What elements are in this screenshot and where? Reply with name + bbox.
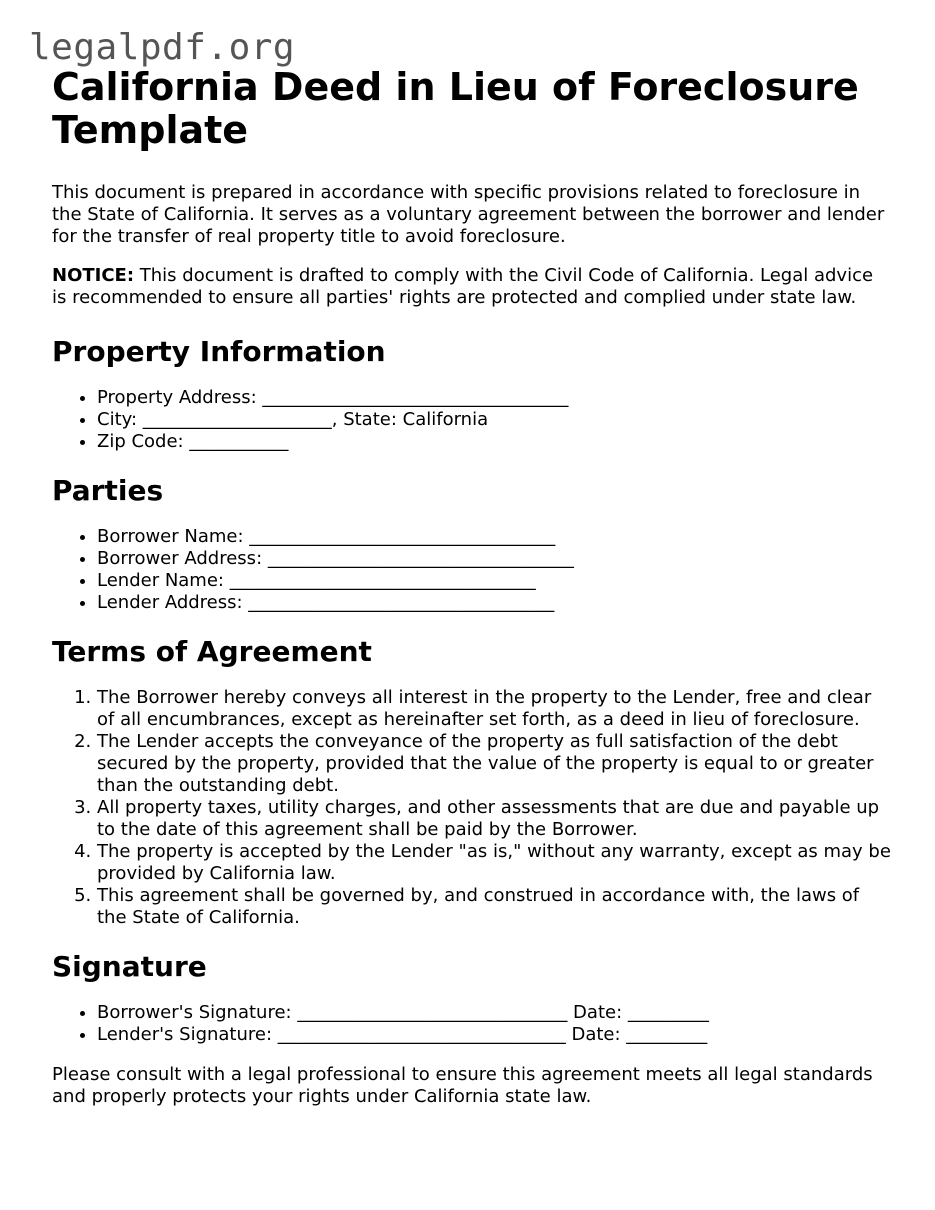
closing-paragraph: Please consult with a legal professional to ensure this agreement meets all legal standards and properly protects your rights under California state law. xyxy=(52,1064,873,1107)
city-state-field: • City: _____________________, State: California xyxy=(97,409,892,431)
parties-list xyxy=(52,526,892,614)
notice-text: This document is drafted to comply with the Civil Code of California. Legal advice is recommended to ensure all parties' rights are protected and complied under state law. xyxy=(52,265,874,308)
term-item: 2. The Lender accepts the conveyance of the property as full satisfaction of the debt secured by the property, provided that the value of the property is equal to or greater than the outstanding debt. xyxy=(97,731,892,797)
zip-code-field: • Zip Code: ___________ xyxy=(97,431,892,453)
property-heading: Property Information xyxy=(52,335,386,368)
borrower-signature-field: • Borrower's Signature: ______________________________ Date: _________ xyxy=(97,1002,892,1024)
page-title: California Deed in Lieu of Foreclosure Template xyxy=(52,65,859,152)
notice-paragraph xyxy=(52,265,892,309)
lender-name-field: • Lender Name: __________________________________ xyxy=(97,570,892,592)
terms-heading: Terms of Agreement xyxy=(52,635,372,668)
notice-label: NOTICE: xyxy=(52,265,135,286)
term-item: 1. The Borrower hereby conveys all interest in the property to the Lender, free and clear of all encumbrances, except as hereinafter set forth, as a deed in lieu of foreclosure. xyxy=(97,687,892,731)
watermark-logo: legalpdf.org xyxy=(29,27,296,68)
terms-list xyxy=(52,687,892,929)
signature-list xyxy=(52,1002,892,1046)
document-body xyxy=(52,66,892,1125)
term-item: 3. All property taxes, utility charges, and other assessments that are due and payable up to the date of this agreement shall be paid by the Borrower. xyxy=(97,797,892,841)
property-list xyxy=(52,387,892,453)
property-address-field: • Property Address: __________________________________ xyxy=(97,387,892,409)
borrower-address-field: • Borrower Address: __________________________________ xyxy=(97,548,892,570)
lender-address-field: • Lender Address: __________________________________ xyxy=(97,592,892,614)
signature-heading: Signature xyxy=(52,950,207,983)
lender-signature-field: • Lender's Signature: ________________________________ Date: _________ xyxy=(97,1024,892,1046)
borrower-name-field: • Borrower Name: __________________________________ xyxy=(97,526,892,548)
term-item: 4. The property is accepted by the Lender "as is," without any warranty, except as may be provided by California law. xyxy=(97,841,892,885)
term-item: 5. This agreement shall be governed by, and construed in accordance with, the laws of the State of California. xyxy=(97,885,892,929)
parties-heading: Parties xyxy=(52,474,164,507)
intro-paragraph: This document is prepared in accordance with specific provisions related to foreclosure in the State of California. It serves as a voluntary agreement between the borrower and lender for the transfer of real property title to avoid foreclosure. xyxy=(52,182,885,247)
